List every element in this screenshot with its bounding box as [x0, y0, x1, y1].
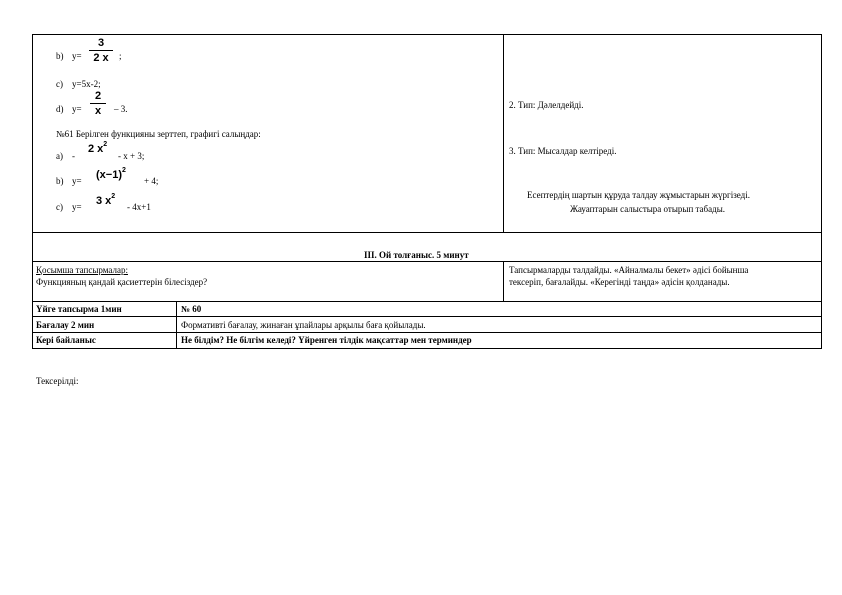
math-expression: 2 $x^2$ — [88, 141, 108, 155]
column-divider — [503, 261, 504, 301]
homework-label: Үйге тапсырма 1мин — [36, 304, 122, 314]
row-divider — [32, 332, 822, 333]
fraction-3-over-2x: 3 2 x — [89, 37, 113, 64]
assessment-value: Формативті бағалау, жинаған ұпайлары арқылы баға қойылады. — [181, 320, 426, 330]
item-prefix: y= — [72, 51, 82, 61]
task-61-heading: №61 Берілген функцияны зерттеп, графигі салыңдар: — [56, 129, 261, 139]
item-suffix: ; — [119, 51, 122, 61]
item-label: a) — [56, 151, 63, 161]
item-label: c) — [56, 202, 63, 212]
math-expression: 3 $x^2$ — [96, 193, 116, 207]
extra-tasks-right-line-2: тексеріп, бағалайды. «Керегінді таңда» әдісін қолданады. — [509, 277, 730, 287]
homework-value: № 60 — [181, 304, 202, 314]
row-divider — [32, 261, 822, 262]
item-label: b) — [56, 176, 64, 186]
item-text: y=5x-2; — [72, 79, 101, 89]
table-left-border — [32, 34, 33, 348]
feedback-value: Не білдім? Не білгім келеді? Үйренген тілдік мақсаттар мен терминдер — [181, 335, 472, 345]
item-prefix: - — [72, 151, 75, 161]
extra-tasks-right-line-1: Тапсырмаларды талдайды. «Айналмалы бекет» әдісі бойынша — [509, 265, 749, 275]
section-3-title: III. Ой толғаныс. 5 минут — [364, 250, 469, 260]
right-note-line-1: Есептердің шартын құруда талдау жұмыстарын жүргізеді. — [527, 190, 750, 200]
column-divider — [503, 34, 504, 232]
item-label: c) — [56, 79, 63, 89]
item-suffix: + 4; — [144, 176, 159, 186]
row-divider — [32, 232, 822, 233]
table-right-border — [821, 34, 822, 348]
extra-tasks-question: Функцияның қандай қасиеттерін білесіздер? — [36, 277, 208, 287]
row-divider — [32, 301, 822, 302]
column-divider — [176, 301, 177, 348]
fraction-2-over-x: 2 x — [90, 90, 106, 117]
item-prefix: y= — [72, 202, 82, 212]
checked-label: Тексерілді: — [36, 376, 79, 386]
feedback-label: Кері байланыс — [36, 335, 96, 345]
item-suffix: - 4x+1 — [127, 202, 151, 212]
item-prefix: y= — [72, 104, 82, 114]
item-label: d) — [56, 104, 64, 114]
extra-tasks-heading: Қосымша тапсырмалар: — [36, 265, 128, 275]
table-bottom-border — [32, 348, 822, 349]
type-2-label: 2. Тип: Дәлелдейді. — [509, 100, 584, 110]
type-3-label: 3. Тип: Мысалдар келтіреді. — [509, 146, 617, 156]
math-expression: $(x-1)^2$ — [96, 167, 126, 181]
table-top-border — [32, 34, 822, 35]
row-divider — [32, 316, 822, 317]
assessment-label: Бағалау 2 мин — [36, 320, 95, 330]
right-note-line-2: Жауаптарын салыстыра отырып табады. — [570, 204, 725, 214]
item-suffix: – 3. — [114, 104, 128, 114]
item-suffix: - x + 3; — [118, 151, 145, 161]
item-prefix: y= — [72, 176, 82, 186]
item-label: b) — [56, 51, 64, 61]
